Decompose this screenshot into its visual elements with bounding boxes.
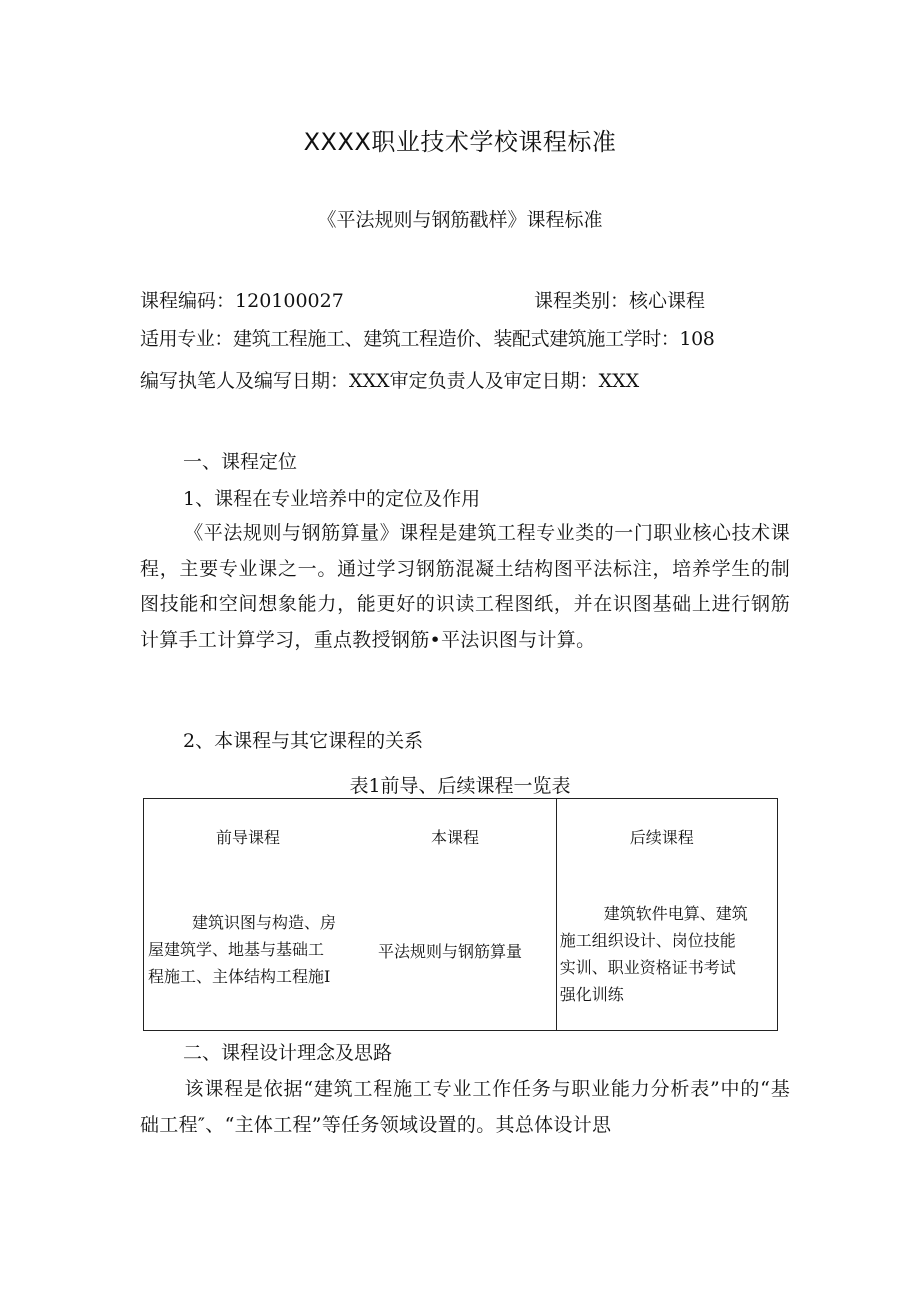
prior-courses-text (148, 909, 336, 990)
table-caption: 表1前导、后续课程一览表 (349, 775, 571, 797)
following-courses-text (560, 900, 748, 1008)
prior-course-line: 建筑识图与构造、房 (192, 913, 337, 932)
section-1-heading: 一、课程定位 (183, 451, 298, 473)
section-2-paragraph (140, 1072, 790, 1143)
prior-course-line: 程施工、主体结构工程施I (148, 967, 331, 986)
prior-course-line: 屋建筑学、地基与基础工 (148, 940, 325, 959)
course-code-label: 课程编码： (140, 290, 236, 312)
document-title: XXXX职业技术学校课程标准 (303, 128, 617, 156)
course-type-label: 课程类别： (534, 290, 630, 312)
major-line: 适用专业：建筑工程施工、建筑工程造价、装配式建筑施工学时：108 (140, 328, 715, 350)
table-cell-prior-current (144, 799, 557, 1031)
section-2-paragraph-text: 该课程是依据“建筑工程施工专业工作任务与职业能力分析表”中的“基础工程″、“主体工程”等任务领域设置的。其总体设计思 (140, 1078, 790, 1136)
course-code-value: 120100027 (235, 290, 344, 312)
course-relation-table (143, 798, 778, 1031)
header-current-course: 本课程 (431, 828, 480, 847)
header-prior-courses: 前导课程 (216, 828, 281, 847)
section-1-paragraph-text: 《平法规则与钢筋算量》课程是建筑工程专业类的一门职业核心技术课程，主要专业课之一。通过学习钢筋混凝土结构图平法标注，培养学生的制图技能和空间想象能力，能更好的识读工程图纸，并在识图基础上进行钢筋计算手工计算学习，重点教授钢筋•平法识图与计算。 (140, 522, 790, 651)
section-1-sub2-heading: 2、本课程与其它课程的关系 (183, 730, 424, 752)
table-cell-following (556, 799, 777, 1031)
section-1-paragraph (140, 516, 790, 658)
following-course-line: 强化训练 (559, 985, 624, 1004)
section-1-sub1-heading: 1、课程在专业培养中的定位及作用 (183, 488, 481, 510)
document-subtitle: 《平法规则与钢筋戳样》课程标准 (317, 209, 603, 231)
course-type-value: 核心课程 (629, 290, 706, 312)
following-course-line: 施工组织设计、岗位技能 (559, 931, 736, 950)
course-code (140, 286, 344, 313)
following-course-line: 建筑软件电算、建筑 (603, 904, 748, 923)
course-type (534, 286, 705, 313)
section-2-heading: 二、课程设计理念及思路 (183, 1042, 393, 1064)
author-line: 编写执笔人及编写日期：XXX审定负责人及审定日期：XXX (140, 370, 640, 392)
following-course-line: 实训、职业资格证书考试 (559, 958, 736, 977)
current-course-text: 平法规则与钢筋算量 (378, 942, 523, 961)
header-following-courses: 后续课程 (629, 828, 694, 847)
